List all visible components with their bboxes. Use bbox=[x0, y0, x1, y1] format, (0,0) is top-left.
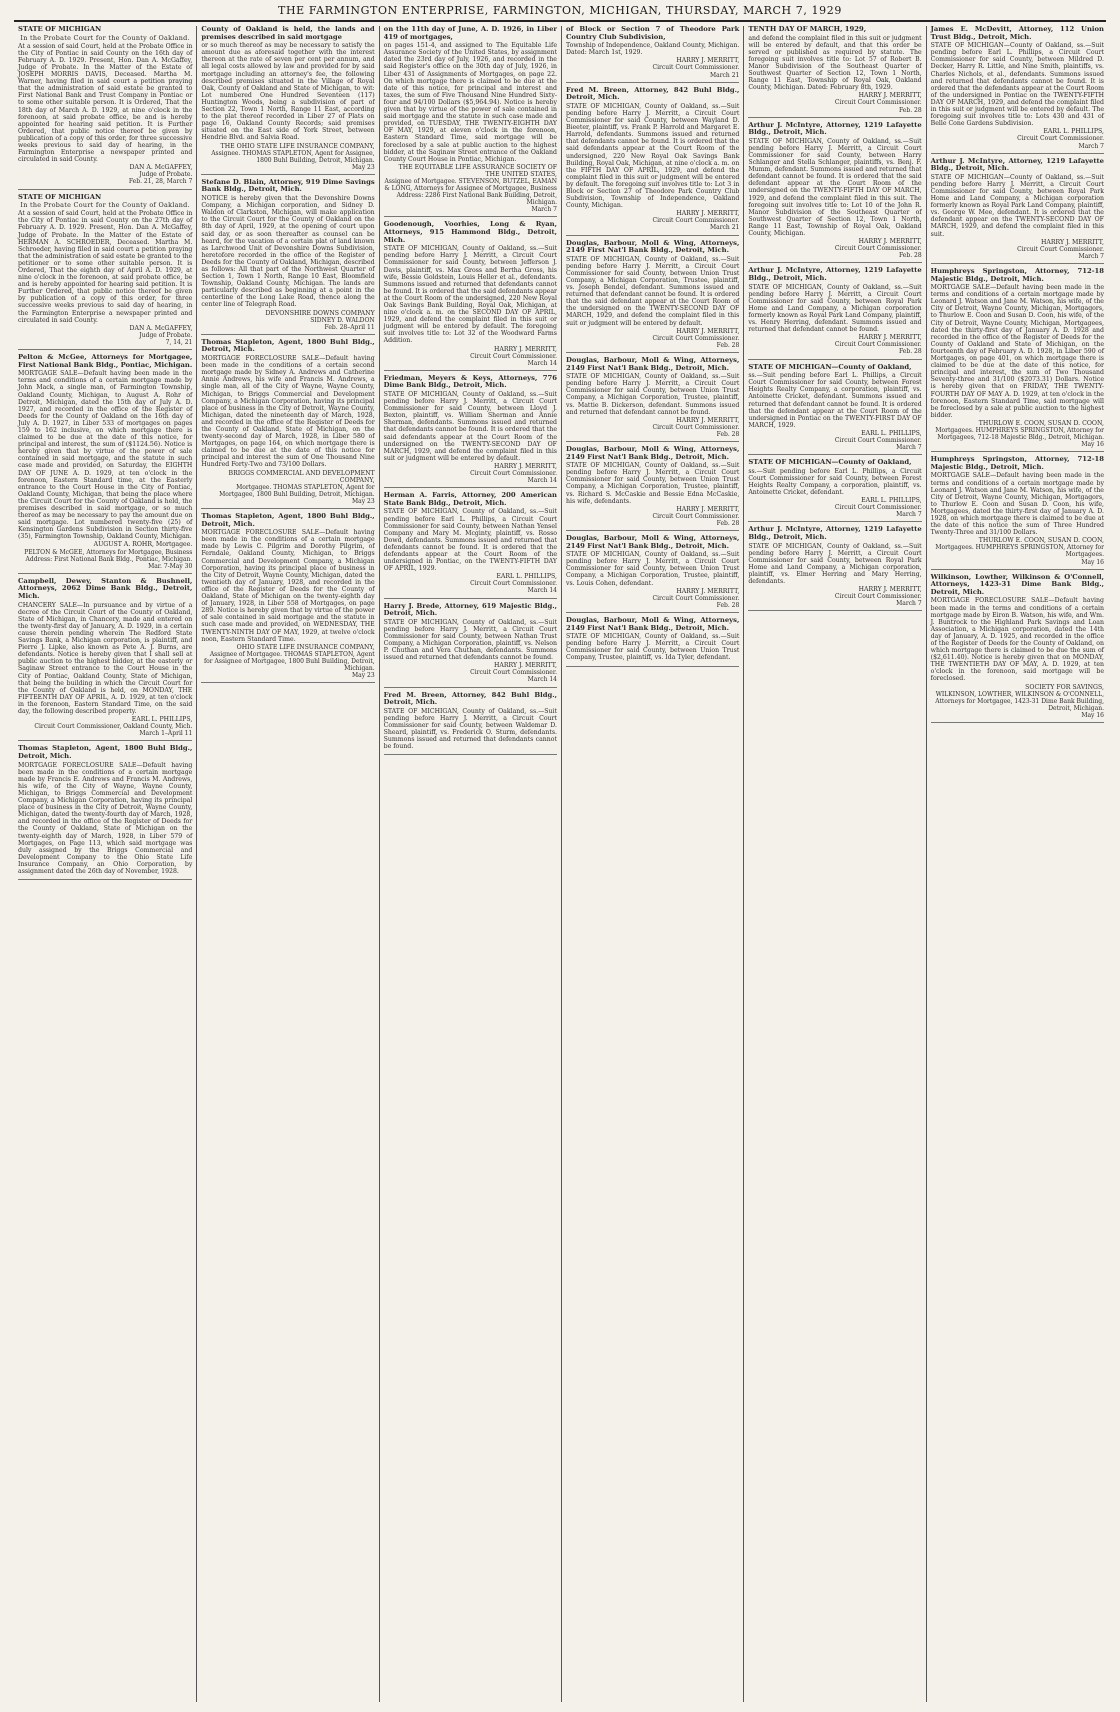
notice-signature: HARRY J. MERRITT, bbox=[676, 587, 740, 595]
notice-body: CHANCERY SALE—In pursuance and by virtue of a decree of the Circuit Court of the County of Oakland, State of Michigan, in Chancery, made and entered on the twenty-first day of January, A. D. 1929, in a certain cause therein pending wherein The Redford State Savings Bank, a Michigan corporation, is plaintiff, and Pierre J. Lipke, also known as Pete A. J. Burns, are defendants. Notice is hereby given that I shall sell at public auction to the highest bidder, at the easterly or Saginaw Street entrance to the Court House in the City of Pontiac, Oakland County, State of Michigan, that being the building in which the Circuit Court for the County of Oakland is held, on MONDAY, THE FIFTEENTH DAY OF APRIL, A. D. 1929, at ten o'clock in the forenoon, Eastern Standard Time, on the said day, the following described property. bbox=[18, 601, 193, 716]
notice-heading: Harry J. Brede, Attorney, 619 Majestic Bldg., Detroit, Mich. bbox=[383, 601, 557, 618]
notice-signature: HARRY J. MERRITT, bbox=[858, 92, 922, 100]
legal-notice bbox=[566, 446, 739, 531]
notice-heading: Wilkinson, Lowther, Wilkinson & O'Connell, Attorneys, 1423-31 Dime Bank Bldg., Detroit, Mich. bbox=[930, 572, 1104, 596]
legal-notice bbox=[748, 526, 921, 611]
notice-heading: Thomas Stapleton, Agent, 1800 Buhl Bldg., Detroit, Mich. bbox=[201, 512, 375, 528]
notice-body: ss.—Suit pending before Earl L. Phillips, a Circuit Court Commissioner for said County, between Forest Heights Realty Company, a corporation, plaintiff, vs. Antoinette Cricket, defendant. Summons issued and returned that defendant cannot be found. It is ordered that the defendant appear at the Court Room of the undersigned in Pontiac on the TWENTY-FIRST DAY OF MARCH, 1929. bbox=[748, 372, 922, 429]
notice-heading: STATE OF MICHIGAN bbox=[18, 192, 102, 201]
legal-notice bbox=[201, 339, 374, 509]
legal-notice bbox=[748, 459, 921, 522]
notice-signer-role: WILKINSON, LOWTHER, WILKINSON & O'CONNELL, Attorneys for Mortgagee, 1423-31 Dime Bank Building, Detroit, Michigan. bbox=[935, 690, 1104, 712]
notice-publication-dates: Feb. 28 bbox=[716, 341, 740, 349]
notice-signer-role: Circuit Court Commissioner. bbox=[470, 669, 557, 677]
notice-signature: EARL L. PHILLIPS, bbox=[1043, 128, 1104, 136]
notice-body: ss.—Suit pending before Earl L. Phillips, a Circuit Court Commissioner for said County, between Forest Heights Realty Company, a corporation, plaintiff, vs. Antoinette Cricket, defendant. bbox=[748, 467, 922, 497]
notice-signature: BRIGGS COMMERCIAL AND DEVELOPMENT COMPANY, bbox=[228, 469, 375, 484]
notice-signature: SOCIETY FOR SAVINGS, bbox=[1025, 683, 1104, 691]
notice-signer-role: Circuit Court Commissioner. bbox=[652, 334, 740, 342]
notice-signer-role: Circuit Court Commissioner. bbox=[652, 217, 740, 225]
notice-heading: Arthur J. McIntyre, Attorney, 1219 Lafayette Bldg., Detroit, Mich. bbox=[748, 120, 922, 137]
notice-body: STATE OF MICHIGAN, County of Oakland, ss.—Suit pending before Harry J. Merritt, a Circuit Court Commissioner for said County, between Royal Park Home and Land Company, a Michigan corporation formerly known as Royal Park Land Company, plaintiff, vs. Henry Herring, defendant. Summons issued and returned that defendant cannot be found. bbox=[748, 283, 922, 334]
notice-heading: Douglas, Barbour, Moll & Wing, Attorneys, 2149 First Nat'l Bank Bldg., Detroit, Mich. bbox=[565, 534, 740, 550]
notice-heading: STATE OF MICHIGAN bbox=[18, 26, 102, 33]
notice-publication-dates: March 14 bbox=[527, 587, 557, 595]
notice-publication-dates: May 16 bbox=[1081, 441, 1104, 449]
notice-signature: HARRY J. MERRITT, bbox=[676, 57, 740, 65]
notice-body: At a session of said Court, held at the Probate Office in the City of Pontiac in said County on the 27th day of February A. D. 1929. Present, Hon. Dan A. McGaffey, Judge of Probate. In the Matter of the Estate of HERMAN A. SCHROEDER, Deceased. Martha M. Schroeder, having filed in said court a petition praying that the administration of said estate be granted to the petitioner or to some other suitable person. It is Ordered, That the eighth day of April A. D. 1929, at nine o'clock in the forenoon, at said probate office, be and is hereby appointed for hearing said petition. It is Further Ordered, that public notice thereof be given by publication of a copy of this order, for three successive weeks previous to said day of hearing, in the Farmington Enterprise a newspaper printed and circulated in said County. bbox=[18, 210, 193, 324]
notice-body: on pages 151-4, and assigned to The Equitable Life Assurance Society of the United States, by assignment dated the 23rd day of July, 1926, and recorded in the said Register's office on the 30th day of July, 1926, in Liber 431 of Assignments of Mortgages, on page 22. On which mortgage there is claimed to be due at the date of this notice, for principal and interest and taxes, the sum of Five Thousand Nine Hundred Sixty-four and 94/100 Dollars ($5,964.94). Notice is hereby given that by virtue of the power of sale contained in said mortgage and the statute in such case made and provided, on TUESDAY, THE TWENTY-EIGHTH DAY OF MAY, 1929, at eleven o'clock in the forenoon, Eastern Standard Time, said mortgage will be foreclosed by a sale at public auction to the highest bidder, at the Saginaw Street entrance of the Oakland County Court House in Pontiac, Michigan. bbox=[383, 42, 557, 163]
notice-signature: OHIO STATE LIFE INSURANCE COMPANY, bbox=[236, 643, 375, 651]
notice-signer-role: Circuit Court Commissioner. bbox=[834, 504, 922, 512]
legal-notice bbox=[931, 268, 1104, 452]
notice-heading: Arthur J. McIntyre, Attorney, 1219 Lafayette Bldg., Detroit, Mich. bbox=[930, 156, 1104, 173]
notice-publication-dates: March 7 bbox=[1078, 142, 1104, 150]
notice-body: At a session of said Court, held at the Probate Office in the City of Pontiac in said County on the 16th day of February A. D. 1929. Present, Hon. Dan A. McGaffey, Judge of Probate. In the Matter of the Estate of JOSEPH MORRIS DAVIS, Deceased. Martha M. Warner, having filed in said court a petition praying that the administration of said estate be granted to First National Bank and Trust Company in Pontiac or to some other suitable person. It is Ordered, That the 18th day of March A. D. 1929, at nine o'clock in the forenoon, at said probate office, be and is hereby appointed for hearing said petition. It is Further Ordered, that public notice thereof be given by publication of a copy of this order, for three successive weeks previous to said day of hearing, in the Farmington Enterprise a newspaper printed and circulated in said County. bbox=[18, 42, 193, 164]
notice-heading: TENTH DAY OF MARCH, 1929, bbox=[748, 26, 867, 33]
notice-signer-role: Circuit Court Commissioner. bbox=[834, 436, 922, 444]
column-6 bbox=[926, 26, 1108, 1702]
notice-signature: THURLOW E. COON, SUSAN D. COON, bbox=[978, 537, 1104, 545]
column-3 bbox=[379, 26, 561, 1702]
notice-heading: Pelton & McGee, Attorneys for Mortgagee, First National Bank Bldg., Pontiac, Michigan. bbox=[18, 353, 193, 369]
notice-heading: Humphreys Springston, Attorney, 712-18 Majestic Bldg., Detroit, Mich. bbox=[930, 266, 1104, 283]
notice-signature: EARL L. PHILLIPS, bbox=[861, 497, 922, 505]
notice-publication-dates: Feb. 28–April 11 bbox=[324, 323, 375, 331]
masthead-rule bbox=[14, 20, 1106, 22]
legal-notice bbox=[748, 267, 921, 359]
notice-body: MORTGAGE FORECLOSURE SALE—Default having been made in the conditions of a certain mortgage made by Lewis C. Pilgrim and Dorothy Pilgrim, of Ferndale, Oakland County, Michigan, to Briggs Commercial and Development Company, a Michigan Corporation, having its principal place of business in the City of Detroit, Wayne County, Michigan, dated the twentieth day of January, 1928, and recorded in the office of the Register of Deeds for the County of Oakland, State of Michigan on the twenty-eighth day of January, 1928, in Liber 558 of Mortgages, on page 289. Notice is hereby given that by virtue of the power of sale contained in said mortgage and the statute in such case made and provided, on WEDNESDAY, THE TWENTY-NINTH DAY OF MAY, 1929, at twelve o'clock noon, Eastern Standard Time. bbox=[201, 529, 375, 643]
notice-signature: AUGUST A. ROHR, Mortgagee. bbox=[93, 541, 193, 549]
notice-signature: HARRY J. MERRITT, bbox=[676, 416, 740, 424]
notice-signer-role: Circuit Court Commissioner. bbox=[652, 594, 740, 602]
notice-heading: Campbell, Dewey, Stanton & Bushnell, Attorneys, 2062 Dime Bank Bldg., Detroit, Mich. bbox=[18, 576, 193, 601]
legal-notice bbox=[566, 240, 739, 353]
notice-caption: In the Probate Court for the County of Oakland. bbox=[20, 33, 190, 42]
notice-heading: Douglas, Barbour, Moll & Wing, Attorneys, 2149 First Nat'l Bank Bldg., Detroit, Mich. bbox=[565, 615, 740, 632]
notice-signer-role: Circuit Court Commissioner. bbox=[834, 99, 922, 107]
notice-publication-dates: May 23 bbox=[352, 163, 375, 171]
notice-publication-dates: Feb. 28 bbox=[716, 519, 740, 527]
notice-heading: Humphreys Springston, Attorney, 712-18 Majestic Bldg., Detroit, Mich. bbox=[930, 455, 1104, 471]
notice-body: MORTGAGE FORECLOSURE SALE—Default having been made in the terms and conditions of a certain mortgage made by Eiron B. Watson, his wife, and Wm. J. Buntrock to the Highland Park Savings and Loan Association, a Michigan corporation, dated the 14th day of January, A. D. 1925, and recorded in the office of the Register of Deeds for the County of Oakland, on which mortgage there is claimed to be due the sum of ($2,611.40). Notice is hereby given that on MONDAY, THE TWENTIETH DAY OF MAY, A. D. 1929, at ten o'clock in the forenoon, said mortgage will be foreclosed. bbox=[930, 597, 1104, 683]
notice-heading: Goodenough, Voorhies, Long & Ryan, Attorneys, 915 Hammond Bldg., Detroit, Mich. bbox=[383, 220, 557, 244]
notice-signer-role: Assignee. THOMAS STAPLETON, Agent for Assignee, 1800 Buhl Building, Detroit, Michigan. bbox=[211, 149, 375, 164]
notice-signature: HARRY J. MERRITT, bbox=[676, 210, 740, 218]
notice-signer-role: Mortgagees. HUMPHREYS SPRINGSTON, Attorney for Mortgagees. bbox=[935, 544, 1104, 559]
notice-body: or so much thereof as may be necessary to satisfy the amount due as aforesaid together with the interest thereon at the rate of seven per cent per annum, and all legal costs allowed by law and provided for by said mortgage including an attorney's fee, the following described premises situated in the Village of Royal Oak, County of Oakland and State of Michigan, to wit: Lot numbered One Hundred Seventeen (117) Huntington Woods, being a subdivision of part of Section 22, Town 1 North, Range 11 East, according to the plat thereof recorded in Liber 27 of Plats on page 16, Oakland County Records; said premises situated on the East side of York Street, between Hendrie Blvd. and Salvia Road. bbox=[201, 42, 375, 142]
legal-notice bbox=[384, 221, 557, 370]
legal-notice bbox=[18, 578, 192, 742]
notice-signature: EARL L. PHILLIPS, bbox=[861, 429, 922, 437]
legal-notice bbox=[384, 692, 557, 756]
legal-notice bbox=[201, 513, 374, 683]
notice-publication-dates: Feb. 28 bbox=[716, 601, 740, 609]
notice-publication-dates: March 7 bbox=[896, 444, 922, 452]
notice-heading: Douglas, Barbour, Moll & Wing, Attorneys, 2149 First Nat'l Bank Bldg., Detroit, Mich. bbox=[565, 238, 740, 255]
notice-publication-dates: March 14 bbox=[527, 477, 557, 485]
notice-heading: Fred M. Breen, Attorney, 842 Buhl Bldg., Detroit, Mich. bbox=[383, 690, 557, 707]
notice-heading: Arthur J. McIntyre, Attorney, 1219 Lafayette Bldg., Detroit, Mich. bbox=[748, 525, 922, 541]
notice-publication-dates: Feb. 28 bbox=[898, 348, 922, 356]
legal-notice bbox=[201, 26, 374, 175]
notice-publication-dates: March 14 bbox=[527, 359, 557, 367]
notice-signer-role: Circuit Court Commissioner. bbox=[834, 593, 922, 601]
legal-notice bbox=[748, 122, 921, 264]
notice-body: STATE OF MICHIGAN, County of Oakland, ss.—Suit pending before Harry J. Merritt, a Circuit Court Commissioner for said County, between Royal Park Home and Land Company, a Michigan corporation, plaintiff, vs. Elmer Herring and Mary Herring, defendants. bbox=[748, 542, 922, 586]
masthead: THE FARMINGTON ENTERPRISE, FARMINGTON, MICHIGAN, THURSDAY, MARCH 7, 1929 bbox=[278, 4, 842, 17]
legal-notice bbox=[931, 574, 1104, 723]
notice-body: STATE OF MICHIGAN, County of Oakland, ss.—Suit pending before Harry J. Merritt, a Circuit Court Commissioner for said County, between Union Trust Company, a Michigan Corporation, Trustee, plaintiff, vs. Joseph Bendel, defendant. Summons issued and returned that defendant cannot be found. It is ordered that the said defendant appear at the Court Room of the undersigned on the TWENTY-SECOND DAY OF MARCH, 1929, and defend the complaint filed in this suit or judgment will be entered by default. bbox=[565, 255, 740, 327]
notice-publication-dates: May 16 bbox=[1081, 558, 1104, 566]
notice-body: STATE OF MICHIGAN, County of Oakland, ss.—Suit pending before Harry J. Merritt, a Circuit Court Commissioner for said County, between Nathan Trust Company, a Michigan Corporation, plaintiff, vs. Nelson P. Chuthan and Vera Chuthan, defendants. Summons issued and returned that defendants cannot be found. bbox=[383, 618, 557, 662]
notice-body: MORTGAGE FORECLOSURE SALE—Default having been made in the conditions of a certain second mortgage made by Sidney A. Andrews and Catherine Annie Andrews, his wife and Francis M. Andrews, a single man, all of the City of Wayne, Wayne County, Michigan, to Briggs Commercial and Development Company, a Michigan Corporation, having its principal place of business in the City of Detroit, Wayne County, Michigan, dated the nineteenth day of March, 1928, and recorded in the office of the Register of Deeds for the County of Oakland, State of Michigan, on the twenty-second day of March, 1928, in Liber 580 of Mortgages, on page 164, on which mortgage there is claimed to be due at the date of this notice for principal and interest the sum of One Thousand Nine Hundred Forty-Two and 73/100 Dollars. bbox=[201, 355, 375, 469]
notice-signer-role: Circuit Court Commissioner. bbox=[652, 64, 740, 72]
column-4 bbox=[561, 26, 743, 1702]
notice-signer-role: Circuit Court Commissioner. bbox=[470, 470, 557, 478]
notice-signature: HARRY J. MERRITT, bbox=[493, 662, 557, 670]
notice-body: STATE OF MICHIGAN—County of Oakland, ss.—Suit pending before Earl L. Phillips, a Circuit Court Commissioner for said County, between Mildred D. Decker, Harry R. Little, and Nine Smith, plaintiffs, vs. Charles Nichols, et al., defendants. Summons issued and returned that defendants cannot be found. It is ordered that the defendants appear at the Court Room of the undersigned in Pontiac on the TWENTY-FIFTH DAY OF MARCH, 1929, and defend the complaint filed in this suit or judgment will be entered by default. The foregoing suit involves title to: Lots 430 and 431 of Belle Cone Gardens Subdivision. bbox=[930, 42, 1104, 128]
notice-publication-dates: March 7 bbox=[1078, 252, 1104, 260]
column-1 bbox=[14, 26, 196, 1702]
notice-heading: STATE OF MICHIGAN—County of Oakland, bbox=[748, 362, 912, 371]
notice-signer-role: Circuit Court Commissioner. bbox=[652, 512, 740, 520]
legal-notice-columns bbox=[14, 26, 1108, 1702]
notice-publication-dates: May 23 bbox=[352, 497, 375, 505]
notice-signer-role: Judge of Probate. bbox=[139, 331, 193, 339]
notice-signer-role: Judge of Probate. bbox=[139, 171, 193, 179]
notice-publication-dates: Feb. 28 bbox=[898, 252, 922, 260]
legal-notice bbox=[566, 617, 739, 667]
notice-publication-dates: March 7 bbox=[896, 511, 922, 519]
notice-body: STATE OF MICHIGAN, County of Oakland, ss.—Suit pending before Harry J. Merritt, a Circuit Court Commissioner for said County, between Wayland D. Bieeter, plaintiff, vs. Frank P. Harrold and Margaret E. Harrold, defendants. Summons issued and returned that defendants cannot be found. It is ordered that the said defendants appear at the Court Room of the undersigned, 220 New Royal Oak Savings Bank Building, Royal Oak, Michigan, at nine o'clock a. m. on the FIFTH DAY OF APRIL, 1929, and defend the complaint filed in this suit or judgment will be entered by default. The foregoing suit involves title to: Lot 3 in Block or Section 27 of Theodore Park Country Club Subdivision, Township of Independence, Oakland County, Michigan. bbox=[565, 102, 740, 210]
notice-heading: James E. McDevitt, Attorney, 112 Union Trust Bldg., Detroit, Mich. bbox=[930, 26, 1104, 41]
notice-heading: on the 11th day of June, A. D. 1926, in Liber 419 of mortgages, bbox=[383, 26, 557, 41]
notice-body: STATE OF MICHIGAN, County of Oakland, ss.—Suit pending before Harry J. Merritt, a Circuit Court Commissioner for said County, between Waldemar D. Sheard, plaintiff, vs. Frederick O. Sturm, defendants. Summons issued and returned that defendants cannot be found. bbox=[383, 707, 557, 751]
legal-notice bbox=[748, 364, 921, 456]
notice-signer-role: Assignee of Mortgagee. STEVENSON, BUTZEL, EAMAN & LONG, Attorneys for Assignee of Mortgagee, Business Address: 2286 First National Bank Building, Detroit, Michigan. bbox=[384, 177, 557, 207]
legal-notice bbox=[18, 354, 192, 574]
notice-signature: HARRY J. MERRITT, bbox=[493, 345, 557, 353]
notice-heading: Arthur J. McIntyre, Attorney, 1219 Lafayette Bldg., Detroit, Mich. bbox=[748, 266, 922, 282]
notice-body: Township of Independence, Oakland County, Michigan. Dated: March 1st, 1929. bbox=[565, 42, 740, 57]
notice-heading: STATE OF MICHIGAN—County of Oakland, bbox=[748, 458, 912, 467]
notice-publication-dates: March 1–April 11 bbox=[139, 730, 193, 738]
legal-notice bbox=[18, 194, 192, 350]
notice-publication-dates: March 7 bbox=[896, 600, 922, 608]
notice-signature: HARRY J. MERRITT, bbox=[1040, 238, 1104, 246]
notice-signer-role: SIDNEY D. WALDON bbox=[310, 316, 375, 324]
notice-publication-dates: March 21 bbox=[709, 224, 740, 232]
legal-notice bbox=[201, 179, 374, 335]
legal-notice bbox=[384, 492, 557, 598]
notice-heading: Herman A. Farris, Attorney, 200 American State Bank Bldg., Detroit, Mich. bbox=[383, 491, 557, 507]
notice-signer-role: Circuit Court Commissioner, Oakland County, Mich. bbox=[34, 723, 193, 731]
notice-body: MORTGAGE SALE—Default having been made in the terms and conditions of a certain mortgage made by Leonard J. Watson and Jane M. Watson, his wife, of the City of Detroit, Wayne County, Michigan, Mortgagors, to Thurlow E. Coon and Susan D. Coon, his wife, of the City of Detroit, Wayne County, Michigan, Mortgagees, dated the thirty-first day of January A. D. 1928 and recorded in the office of the Register of Deeds for the County of Oakland and State of Michigan, on the fourteenth day of February A. D. 1928, in Liber 590 of Mortgages, on page 401, on which mortgage there is claimed to be due at the date of this notice, for principal and interest, the sum of Two Thousand Seventy-three and 31/100 ($2073.31) Dollars. Notice is hereby given that on FRIDAY, THE TWENTY-FOURTH DAY OF MAY A. D. 1929, at ten o'clock in the forenoon, Eastern Standard Time, said mortgage will be foreclosed by a sale at public auction to the highest bidder. bbox=[930, 284, 1104, 419]
notice-signer-role: Assignee of Mortgagee. THOMAS STAPLETON, Agent for Assignee of Mortgagee, 1800 Buhl Building, Detroit, Michigan. bbox=[203, 650, 375, 672]
notice-signer-role: Circuit Court Commissioner. bbox=[470, 352, 557, 360]
legal-notice bbox=[384, 26, 557, 217]
notice-publication-dates: Feb. 21, 28, March 7 bbox=[128, 178, 193, 186]
legal-notice bbox=[384, 603, 557, 688]
notice-signer-role: Circuit Court Commissioner. bbox=[834, 245, 922, 253]
notice-signature: HARRY J. MERRITT, bbox=[493, 462, 557, 470]
notice-signature: HARRY J. MERRITT, bbox=[676, 327, 740, 335]
notice-signer-role: Circuit Court Commissioner. bbox=[1017, 135, 1104, 143]
notice-signer-role: Circuit Court Commissioner. bbox=[652, 423, 740, 431]
notice-signature: HARRY J. MERRITT, bbox=[858, 334, 922, 342]
notice-body: STATE OF MICHIGAN, County of Oakland, ss.—Suit pending before Harry J. Merritt, a Circuit Court Commissioner for said County, between Union Trust Company, a Michigan Corporation, Trustee, plaintiff, vs. Louis Cohen, defendant. bbox=[565, 551, 740, 587]
notice-signature: EARL L. PHILLIPS, bbox=[496, 573, 557, 581]
notice-signer-role: Mortgagee. THOMAS STAPLETON, Agent for Mortgagee, 1800 Buhl Building, Detroit, Michigan. bbox=[219, 483, 375, 498]
legal-notice bbox=[931, 26, 1104, 154]
notice-signature: DEVONSHIRE DOWNS COMPANY bbox=[265, 309, 375, 317]
notice-heading: Thomas Stapleton, Agent, 1800 Buhl Bldg., Detroit, Mich. bbox=[18, 744, 193, 760]
notice-caption: In the Probate Court for the County of Oakland. bbox=[20, 201, 190, 210]
notice-body: STATE OF MICHIGAN, County of Oakland, ss.—Suit pending before Earl L. Phillips, a Circuit Court Commissioner for said County, between Nathan Yensel Company and Mary M. Mcginty, plaintiff, vs. Rosso Dowd, defendants. Summons issued and returned that defendants cannot be found. It is ordered that the defendants appear at the Court Room of the undersigned in Pontiac, on the TWENTY-FIFTH DAY OF APRIL, 1929. bbox=[383, 508, 557, 573]
legal-notice bbox=[18, 26, 192, 190]
notice-publication-dates: March 7 bbox=[531, 206, 557, 214]
notice-signature: HARRY J. MERRITT, bbox=[858, 238, 922, 246]
notice-signer-role: Circuit Court Commissioner. bbox=[1017, 245, 1104, 253]
notice-publication-dates: March 14 bbox=[527, 676, 557, 684]
notice-heading: Fred M. Breen, Attorney, 842 Buhl Bldg., Detroit, Mich. bbox=[565, 85, 740, 102]
notice-body: MORTGAGE SALE—Default having been made in the terms and conditions of a certain mortgage made by John Mack, a single man, of Farmington Township, Oakland County, Michigan, to August A. Rohr of Detroit, Michigan, dated the 15th day of July A. D. 1927, and recorded in the office of the Register of Deeds for the County of Oakland on the 16th day of July A. D. 1927, in Liber 533 of mortgages on pages 159 to 162 inclusive, on which mortgage there is claimed to be due at the date of this notice, for principal and interest, the sum of ($1124.56). Notice is hereby given that by virtue of the power of sale contained in said mortgage, and the statute in such case made and provided, on Saturday, the EIGHTH DAY OF JUNE A. D. 1929, at ten o'clock in the forenoon, Eastern Standard time, at the Easterly entrance to the Court House in the City of Pontiac, Oakland County, Michigan, that being the place where the Circuit Court for the County of Oakland is held, the premises described in said mortgage, or so much thereof as may be necessary to pay the amount due on said mortgage. Lot numbered twenty-five (25) of Kensington Gardens Subdivision in Section thirty-five (35), Farmington Township, Oakland County, Michigan. bbox=[18, 370, 193, 541]
notice-signature: EARL L. PHILLIPS, bbox=[131, 716, 193, 724]
notice-publication-dates: March 21 bbox=[709, 71, 740, 79]
legal-notice bbox=[566, 87, 739, 236]
notice-signer-role: Circuit Court Commissioner. bbox=[834, 341, 922, 349]
notice-signer-role: PELTON & McGEE, Attorneys for Mortgagee, Business Address: First National Bank Bldg., Pontiac, Michigan. bbox=[24, 548, 193, 563]
notice-heading: Friedman, Meyers & Keys, Attorneys, 776 Dime Bank Bldg., Detroit, Mich. bbox=[383, 373, 557, 390]
notice-body: and defend the complaint filed in this suit or judgment will be entered by default, and that this order be served or published as required by statute. The foregoing suit involves title to: Lot 57 of Robert B. Manor Subdivision of the Southeast Quarter of Southwest Quarter of Section 12, Town 1 North, Range 11 East, Township of Royal Oak, Oakland County, Michigan. Dated: February 8th, 1929. bbox=[748, 34, 922, 92]
column-2 bbox=[196, 26, 378, 1702]
notice-heading: Stefane D. Blain, Attorney, 919 Dime Savings Bank Bldg., Detroit, Mich. bbox=[201, 177, 375, 194]
notice-signature: HARRY J. MERRITT, bbox=[676, 505, 740, 513]
legal-notice bbox=[384, 375, 557, 488]
legal-notice bbox=[566, 357, 739, 442]
notice-publication-dates: Feb. 28 bbox=[716, 430, 740, 438]
legal-notice bbox=[18, 745, 192, 880]
legal-notice bbox=[566, 535, 739, 613]
notice-body: STATE OF MICHIGAN, County of Oakland, ss.—Suit pending before Harry J. Merritt, a Circuit Court Commissioner for said County, between Union Trust Company, a Michigan Corporation, Trustee, plaintiff, vs. Richard S. McCaskie and Bessie Edna McCaskie, his wife, defendants. bbox=[565, 462, 740, 505]
notice-publication-dates: Feb. 28 bbox=[898, 106, 922, 114]
notice-signature: THE OHIO STATE LIFE INSURANCE COMPANY, bbox=[220, 142, 375, 150]
notice-signer-role: Mortgagees. HUMPHREYS SPRINGSTON, Attorney for Mortgagees, 712-18 Majestic Bldg., Detroit, Michigan. bbox=[935, 426, 1104, 442]
notice-body: MORTGAGE SALE—Default having been made in the terms and conditions of a certain mortgage made by Leonard J. Watson and Jane M. Watson, his wife, of the City of Detroit, Wayne County, Michigan, Mortgagors, to Thurlow E. Coon and Susan D. Coon, his wife, Mortgagees, dated the thirty-first day of January A. D. 1928, on which mortgage there is claimed to be due at the date of this notice the sum of Three Hundred Twenty-Three and 31/100 Dollars. bbox=[930, 472, 1104, 537]
notice-signature: THE EQUITABLE LIFE ASSURANCE SOCIETY OF THE UNITED STATES, bbox=[398, 163, 557, 178]
legal-notice bbox=[748, 26, 921, 118]
notice-signature: DAN A. McGAFFEY, bbox=[129, 164, 193, 172]
notice-body: STATE OF MICHIGAN, County of Oakland, ss.—Suit pending before Harry J. Merritt, a Circuit Court Commissioner for said County, between Harry Schlanger and Stella Schlanger, plaintiffs, vs. Benj. F. Mumm, defendant. Summons issued and returned that defendant cannot be found. It is ordered that the said defendant appear at the Court Room of the undersigned on the TWENTY-FIFTH DAY OF MARCH, 1929, and defend the complaint filed in this suit. The foregoing suit involves title to: Lot 10 of the John R. Manor Subdivision of the Southeast Quarter of Southwest Quarter of Section 12, Town 1 North, Range 11 East, Township of Royal Oak, Oakland County, Michigan. bbox=[748, 137, 922, 238]
notice-body: MORTGAGE FORECLOSURE SALE—Default having been made in the conditions of a certain mortgage made by Francis E. Andrews and Francis M. Andrews, his wife, of the City of Wayne, Wayne County, Michigan, to Briggs Commercial and Development Company, a Michigan Corporation, having its principal place of business in the City of Detroit, Wayne County, Michigan, dated the twenty-fourth day of March, 1928, and recorded in the office of the Register of Deeds for the County of Oakland, State of Michigan on the twenty-eighth day of March, 1928, in Liber 579 of Mortgages, on Page 113, which said mortgage was duly assigned by the Briggs Commercial and Development Company to the Ohio State Life Insurance Company, an Ohio Corporation, by assignment dated the 26th day of November, 1928. bbox=[18, 761, 193, 875]
notice-body: STATE OF MICHIGAN, County of Oakland, ss.—Suit pending before Harry J. Merritt, a Circuit Court Commissioner for said County, between Jefferson J. Davis, plaintiff, vs. Max Gross and Bertha Gross, his wife, Bessie Goldstein, Louis Heller et al., defendants. Summons issued and returned that defendants cannot be found. It is ordered that the said defendants appear at the Court Room of the undersigned, 220 New Royal Oak Savings Bank Building, Royal Oak, Michigan, at nine o'clock a. m. on the SECOND DAY OF APRIL, 1929, and defend the complaint filed in this suit or judgment will be entered by default. The foregoing suit involves title to: Lot 32 of the Woodward Farms Addition. bbox=[383, 245, 557, 345]
notice-heading: Thomas Stapleton, Agent, 1800 Buhl Bldg., Detroit, Mich. bbox=[201, 337, 375, 354]
notice-body: STATE OF MICHIGAN, County of Oakland, ss.—Suit pending before Harry J. Merritt, a Circuit Court Commissioner for said County, between Union Trust Company, a Michigan Corporation, Trustee, plaintiff, vs. Mattie B. Dickerson, defendant. Summons issued and returned that defendant cannot be found. bbox=[565, 373, 740, 416]
notice-signature: THURLOW E. COON, SUSAN D. COON, bbox=[978, 419, 1104, 427]
notice-heading: of Block or Section 7 of Theodore Park Country Club Subdivision, bbox=[565, 26, 740, 41]
notice-signature: HARRY J. MERRITT, bbox=[858, 586, 922, 594]
legal-notice bbox=[931, 456, 1104, 569]
notice-body: STATE OF MICHIGAN, County of Oakland, ss.—Suit pending before Harry J. Merritt, a Circuit Court Commissioner for said County, between Lloyd J. Bexton, plaintiff, vs. William Sherman and Annie Sherman, defendants. Summons issued and returned that defendants cannot be found. It is ordered that the said defendants appear at the Court Room of the undersigned on the TWENTY-SECOND DAY OF MARCH, 1929, and defend the complaint filed in this suit or judgment will be entered by default. bbox=[383, 391, 557, 462]
notice-heading: Douglas, Barbour, Moll & Wing, Attorneys, 2149 First Nat'l Bank Bldg., Detroit, Mich. bbox=[565, 444, 740, 461]
legal-notice bbox=[566, 26, 739, 83]
notice-signature: DAN A. McGAFFEY, bbox=[129, 324, 193, 332]
notice-body: STATE OF MICHIGAN, County of Oakland, ss.—Suit pending before Harry J. Merritt, a Circuit Court Commissioner for said County, between Union Trust Company, Trustee, plaintiff, vs. Ida Tyler, defendant. bbox=[565, 633, 740, 662]
notice-body: NOTICE is hereby given that the Devonshire Downs Company, a Michigan corporation, and Sidney D. Waldon of Clarkston, Michigan, will make application to the Circuit Court for the County of Oakland on the 8th day of April, 1929, at the opening of court upon said day, or as soon thereafter as counsel can be heard, for the vacation of a certain plat of land known as Larchwood Unit of Devonshire Downs Subdivision, heretofore recorded in the office of the Register of Deeds for the County of Oakland, Michigan, described as follows: All that part of the Northwest Quarter of Section 1, Town 1 North, Range 10 East, Bloomfield Township, Oakland County, Michigan. The lands are particularly described as beginning at a point in the centerline of the Long Lake Road, thence along the center line of Telegraph Road. bbox=[201, 195, 375, 309]
notice-publication-dates: Mar. 7-May 30 bbox=[148, 562, 193, 570]
legal-notice bbox=[931, 158, 1104, 264]
notice-signer-role: Circuit Court Commissioner. bbox=[470, 580, 557, 588]
notice-publication-dates: May 23 bbox=[352, 672, 375, 680]
column-5 bbox=[743, 26, 925, 1702]
notice-heading: Douglas, Barbour, Moll & Wing, Attorneys, 2149 First Nat'l Bank Bldg., Detroit, Mich. bbox=[565, 355, 740, 372]
notice-publication-dates: May 16 bbox=[1081, 711, 1104, 719]
notice-heading: County of Oakland is held, the lands and premises described in said mortgage bbox=[201, 26, 375, 41]
notice-publication-dates: 7, 14, 21 bbox=[165, 338, 193, 346]
notice-body: STATE OF MICHIGAN—County of Oakland, ss.—Suit pending before Harry J. Merritt, a Circuit Court Commissioner for said County, between Royal Park Home and Land Company, a Michigan corporation formerly known as Royal Park Land Company, plaintiff, vs. George W. Mee, defendant. It is ordered that the defendant appear on the TWENTY-SECOND DAY OF MARCH, 1929, and defend the complaint filed in this suit. bbox=[930, 173, 1104, 238]
